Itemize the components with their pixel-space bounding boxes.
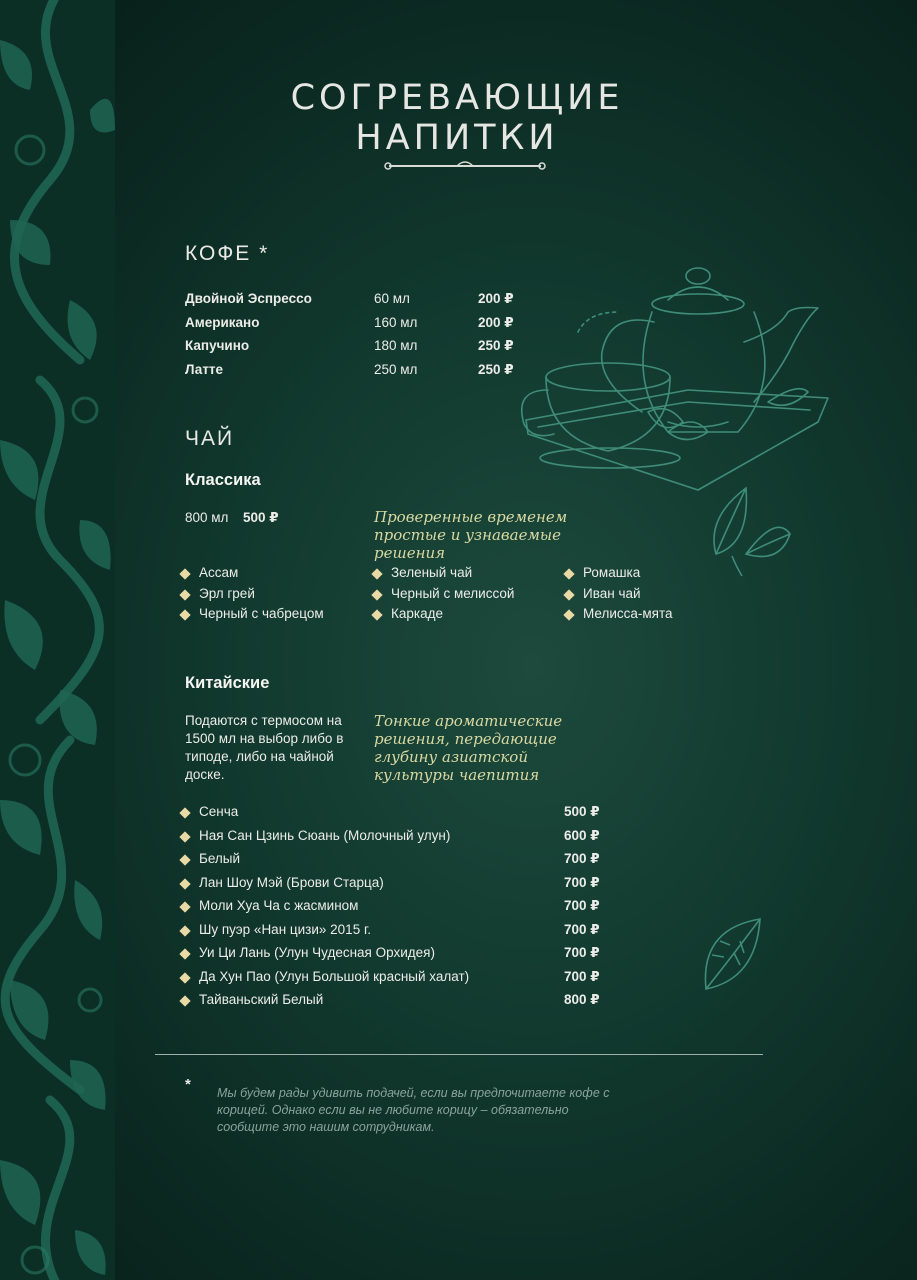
chinese-tea-item-price: 700 ₽ [564, 874, 600, 890]
chinese-tea-tagline: Тонкие ароматические решения, передающие глубину азиатской культуры чаепития [374, 712, 563, 784]
classic-tea-item: Эрл грей [199, 585, 255, 601]
diamond-bullet-icon [371, 589, 382, 600]
footnote-divider [155, 1054, 763, 1055]
classic-tea-item: Черный с чабрецом [199, 606, 324, 621]
page-title-line-1: СОГРЕВАЮЩИЕ [290, 78, 624, 118]
diamond-bullet-icon [179, 878, 190, 889]
classic-tea-item: Черный с мелиссой [391, 585, 515, 601]
classic-tea-volume: 800 мл [185, 510, 229, 525]
diamond-bullet-icon [179, 807, 190, 818]
classic-tea-item: Каркаде [391, 606, 443, 621]
chinese-tea-item-price: 700 ₽ [564, 945, 600, 960]
diamond-bullet-icon [179, 589, 190, 600]
chinese-tea-item-price: 500 ₽ [564, 804, 600, 819]
diamond-bullet-icon [179, 948, 190, 959]
chinese-tea-item-name: Да Хун Пао (Улун Большой красный халат) [199, 968, 470, 984]
diamond-bullet-icon [179, 831, 190, 842]
classic-tea-item: Ассам [199, 565, 239, 580]
chinese-tea-item-price: 600 ₽ [564, 827, 600, 843]
classic-tea-heading: Классика [185, 471, 261, 489]
coffee-item-volume: 160 мл [374, 314, 418, 330]
chinese-tea-item-price: 800 ₽ [564, 992, 600, 1007]
teapot-cup-illustration [518, 262, 830, 492]
chinese-tea-item-price: 700 ₽ [564, 851, 600, 866]
chinese-tea-item-price: 700 ₽ [564, 898, 600, 913]
chinese-tea-item-name: Белый [199, 851, 241, 866]
coffee-item-name: Латте [185, 361, 224, 377]
chinese-tea-heading: Китайские [185, 674, 270, 692]
classic-tea-item: Зеленый чай [391, 565, 473, 580]
chinese-tea-description: Подаются с термосом на 1500 мл на выбор либо в типоде, либо на чайной доске. [185, 713, 344, 782]
coffee-item-price: 200 ₽ [478, 314, 514, 330]
chinese-tea-item-name: Тайваньский Белый [199, 992, 324, 1007]
classic-tea-item: Иван чай [583, 585, 641, 601]
coffee-item-volume: 250 мл [374, 361, 418, 377]
chinese-tea-item-name: Уи Ци Лань (Улун Чудесная Орхидея) [199, 945, 435, 960]
tea-heading: ЧАЙ [185, 427, 235, 450]
diamond-bullet-icon [179, 925, 190, 936]
diamond-bullet-icon [179, 995, 190, 1006]
diamond-bullet-icon [179, 854, 190, 865]
coffee-item-name: Капучино [185, 338, 250, 353]
coffee-item-name: Двойной Эспрессо [185, 291, 312, 306]
diamond-bullet-icon [179, 609, 190, 620]
diamond-bullet-icon [563, 568, 574, 579]
diamond-bullet-icon [371, 568, 382, 579]
coffee-item-price: 250 ₽ [478, 361, 514, 377]
ornament-divider-icon [383, 160, 547, 172]
diamond-bullet-icon [179, 568, 190, 579]
diamond-bullet-icon [371, 609, 382, 620]
classic-tea-price: 500 ₽ [243, 510, 279, 525]
footnote-text: Мы будем рады удивить подачей, если вы предпочитаете кофе с корицей. Однако если вы не любите корицу – обязательно сообщите это нашим сотрудникам. [217, 1086, 610, 1134]
classic-tea-item: Ромашка [583, 565, 641, 580]
chinese-tea-item-name: Шу пуэр «Нан цизи» 2015 г. [199, 921, 371, 937]
chinese-tea-item-price: 700 ₽ [564, 968, 600, 984]
coffee-item-volume: 60 мл [374, 291, 410, 306]
classic-tea-tagline: Проверенные временем простые и узнаваемые решения [374, 508, 568, 562]
coffee-item-name: Американо [185, 314, 260, 330]
footnote-mark: * [185, 1076, 191, 1093]
diamond-bullet-icon [563, 589, 574, 600]
chinese-tea-item-name: Моли Хуа Ча с жасмином [199, 898, 359, 913]
page-title-line-2: НАПИТКИ [355, 118, 559, 158]
diamond-bullet-icon [179, 901, 190, 912]
mint-leaf-icon [706, 484, 792, 578]
diamond-bullet-icon [563, 609, 574, 620]
leaf-icon [700, 915, 764, 995]
coffee-heading: КОФЕ * [185, 242, 270, 265]
classic-tea-item: Мелисса-мята [583, 606, 673, 621]
chinese-tea-item-name: Сенча [199, 804, 239, 819]
floral-ornament-strip [0, 0, 115, 1280]
coffee-item-price: 200 ₽ [478, 291, 514, 306]
chinese-tea-item-name: Лан Шоу Мэй (Брови Старца) [199, 874, 384, 890]
diamond-bullet-icon [179, 972, 190, 983]
chinese-tea-item-name: Ная Сан Цзинь Сюань (Молочный улун) [199, 827, 451, 843]
coffee-item-volume: 180 мл [374, 338, 418, 353]
chinese-tea-item-price: 700 ₽ [564, 921, 600, 937]
coffee-item-price: 250 ₽ [478, 338, 514, 353]
